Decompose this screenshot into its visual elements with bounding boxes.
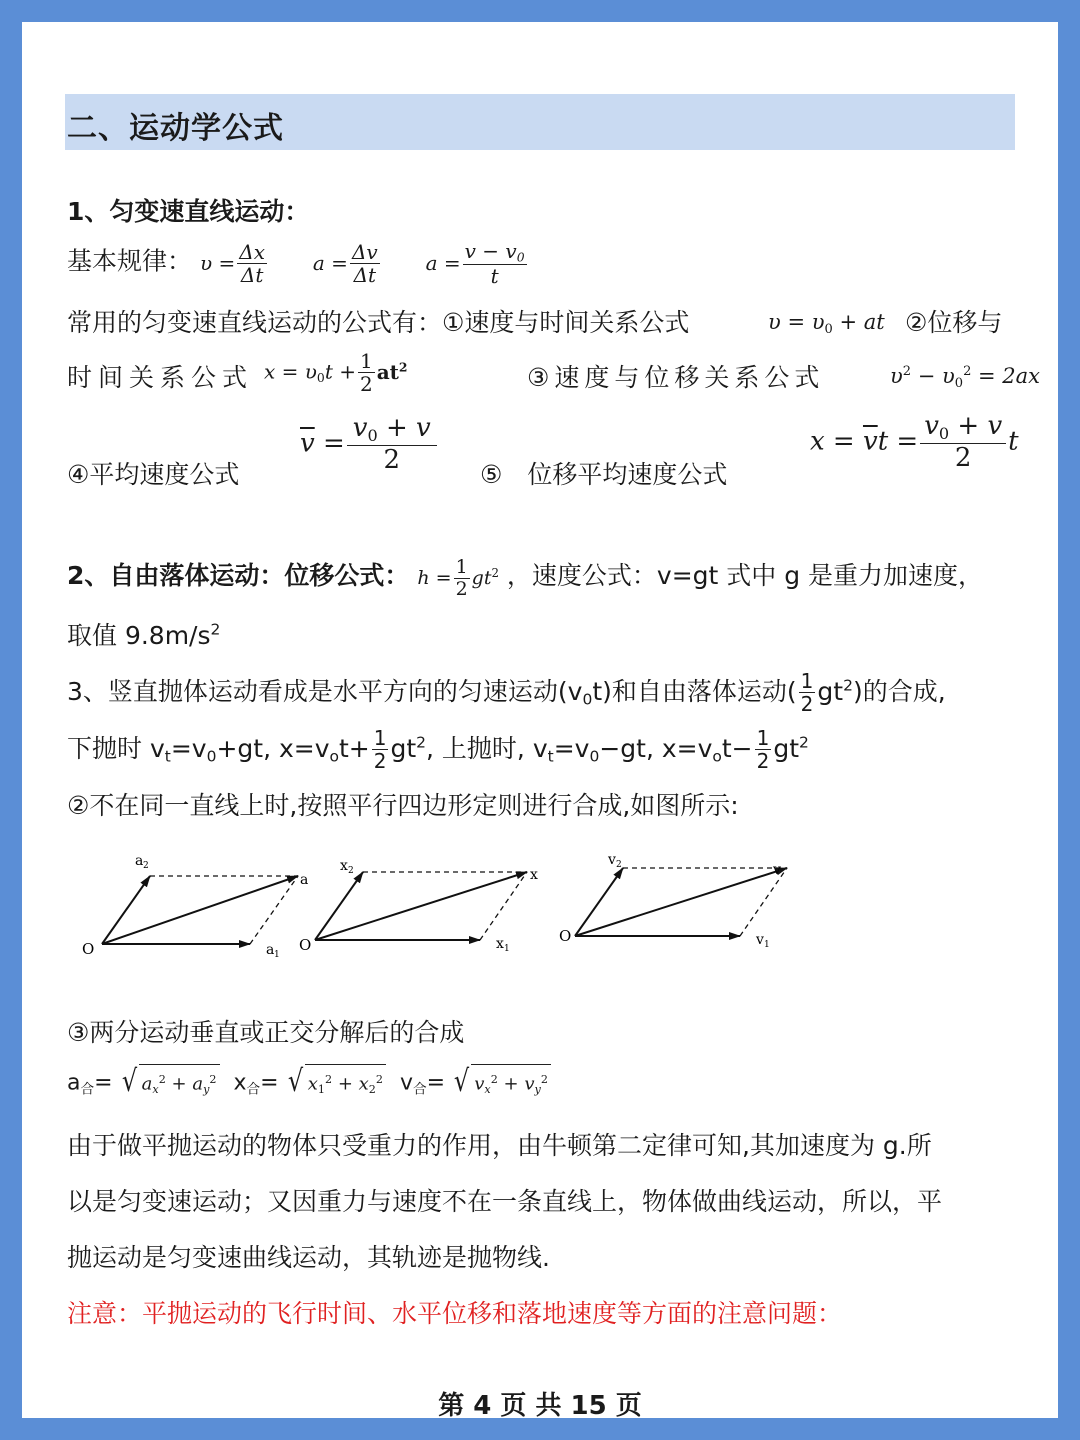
explain-line-1: 由于做平抛运动的物体只受重力的作用，由牛顿第二定律可知,其加速度为 g.所 bbox=[67, 1131, 932, 1160]
s3-line2-f: , 上抛时, v bbox=[426, 734, 548, 763]
svg-text:2: 2 bbox=[348, 866, 354, 876]
d2-comp2: x bbox=[340, 858, 348, 874]
formula-a-def2: a = $\frac{v - v_0}{t}$ bbox=[425, 239, 525, 289]
d1-origin: O bbox=[82, 940, 95, 958]
sqrt-v: √ $v_x^2 + v_y^2$ bbox=[452, 1064, 551, 1103]
s1-heading: 1、匀变速直线运动： bbox=[67, 197, 310, 226]
s1-basic-row bbox=[67, 240, 529, 288]
s3-line2-a: 下抛时 v bbox=[67, 734, 165, 763]
d1-comp2: a bbox=[135, 853, 144, 869]
note-line: 注意：平抛运动的飞行时间、水平位移和落地速度等方面的注意问题： bbox=[67, 1299, 843, 1328]
d3-comp1: v bbox=[756, 932, 764, 948]
x-combined-label: x bbox=[233, 1070, 247, 1096]
s3-line2-b: =v bbox=[170, 734, 207, 763]
s3-line2-h: −gt, x=v bbox=[599, 734, 713, 763]
diagram-acceleration bbox=[82, 853, 308, 960]
svg-text:1: 1 bbox=[274, 950, 280, 960]
avg-speed-label: ④平均速度公式 bbox=[67, 460, 240, 489]
common-prefix: 常用的匀变速直线运动的公式有：①速度与时间关系公式 bbox=[67, 308, 690, 337]
a-combined-label: a bbox=[67, 1070, 81, 1096]
d2-result: x bbox=[530, 867, 538, 883]
pos-time-tail: ②位移与 bbox=[905, 308, 1003, 337]
d3-result: v bbox=[773, 862, 781, 878]
formula-x-t: $x = \upsilon_0t$ + $\frac{1}{2}$ $at^2$ bbox=[264, 349, 408, 396]
diagram-displacement bbox=[299, 858, 538, 954]
vel-pos-label: ③速度与位移关系公式 bbox=[527, 363, 825, 392]
d2-origin: O bbox=[299, 936, 312, 954]
s2-value-row bbox=[67, 616, 220, 652]
s2-row bbox=[67, 556, 983, 601]
pos-time-label: 时间关系公式 bbox=[67, 363, 254, 392]
g-value: 取值 9.8m/s bbox=[67, 621, 211, 650]
s3-line2-j: gt bbox=[773, 734, 800, 763]
svg-text:1: 1 bbox=[764, 940, 770, 950]
s3-line2-d: t+ bbox=[339, 734, 370, 763]
frac-half: $\frac{1}{2}$ bbox=[800, 669, 814, 716]
svg-text:1: 1 bbox=[504, 944, 510, 954]
s3-line1: 3、竖直抛体运动看成是水平方向的匀速运动$(v_0t)$和自由落体运动( $\frac{1}{2}$ $gt^2$)的合成, bbox=[67, 669, 946, 716]
unit-exponent: 2 bbox=[210, 620, 221, 639]
page-footer: 第 4 页 共 15 页 bbox=[438, 1391, 642, 1421]
s3-para2: ②不在同一直线上时,按照平行四边形定则进行合成,如图所示: bbox=[67, 791, 739, 820]
explain-line-3: 抛运动是匀变速曲线运动，其轨迹是抛物线. bbox=[67, 1243, 550, 1272]
formula-x-avg: $x = \overline{v}t$ = $\frac{v_0 + v}{2}$ t bbox=[810, 411, 1019, 473]
sqrt-x: √ $x_1^2 + x_2^2$ bbox=[286, 1064, 386, 1103]
formula-a-def: a = $\frac{\Delta v}{\Delta t}$ bbox=[312, 240, 378, 288]
combined-formulas: $a_合=$ √ $a_x^2 + a_y^2$ $x_合=$ √ $x_1^2 + x_2^2$ $v_合=$ √ $v_x^2 + v_y^2$ bbox=[67, 1064, 551, 1103]
d2-comp1: x bbox=[496, 936, 504, 952]
explain-line-2: 以是匀变速运动；又因重力与速度不在一条直线上，物体做曲线运动，所以，平 bbox=[67, 1187, 943, 1216]
sub-0: 0 bbox=[582, 690, 593, 709]
s3-line1-a: 3、竖直抛体运动看成是水平方向的匀速运动(v bbox=[67, 677, 583, 706]
d3-comp2: v bbox=[608, 852, 616, 868]
d3-origin: O bbox=[559, 927, 572, 945]
s3-line2-g: =v bbox=[553, 734, 590, 763]
parallelogram-diagrams bbox=[70, 840, 790, 970]
svg-text:2: 2 bbox=[143, 861, 149, 871]
s2-speed-label: ，速度公式：v=gt 式中 g 是重力加速度， bbox=[506, 561, 984, 590]
formula-h: h = $\frac{1}{2}$ $gt^2$ bbox=[417, 556, 499, 601]
formula-v-def: υ = $\frac{\Delta x}{\Delta t}$ bbox=[199, 240, 265, 288]
s3-line1-c: )的合成, bbox=[852, 677, 946, 706]
s3-line2-c: +gt, x=v bbox=[216, 734, 330, 763]
s1-common-row bbox=[67, 303, 689, 339]
s3-para3: ③两分运动垂直或正交分解后的合成 bbox=[67, 1018, 465, 1047]
s3-line2-e: gt bbox=[390, 734, 417, 763]
s2-heading: 2、自由落体运动：位移公式： bbox=[67, 561, 410, 590]
formula-v2-x: $\upsilon^2 - \upsilon_0^2 = 2ax$ bbox=[890, 364, 1041, 391]
s3-line2-i: t− bbox=[721, 734, 753, 763]
svg-text:2: 2 bbox=[616, 860, 622, 870]
formula-v-t: $\upsilon = \upsilon_0$ + at bbox=[768, 310, 885, 337]
diagram-velocity bbox=[559, 852, 787, 950]
disp-avg-label: ⑤ 位移平均速度公式 bbox=[480, 460, 728, 489]
d1-result: a bbox=[300, 872, 309, 888]
sqrt-a: √ $a_x^2 + a_y^2$ bbox=[120, 1064, 220, 1103]
basic-label: 基本规律： bbox=[67, 246, 193, 276]
v-combined-label: v bbox=[400, 1070, 414, 1096]
sup-2: 2 bbox=[843, 676, 853, 695]
section-title: 二、运动学公式 bbox=[67, 111, 284, 146]
formula-avg-v: $\overline{v}$ = $\frac{v_0 + v}{2}$ bbox=[300, 414, 439, 475]
s3-line2: 下抛时 $v_t=v_0+gt$, $x=v_ot+$ $\frac{1}{2}$ $gt^2$, 上抛时, $v_t=v_0-gt$, $x=v_ot-$ $\frac{1}{2}$ $gt^2$ bbox=[67, 726, 809, 773]
d1-comp1: a bbox=[266, 942, 275, 958]
s3-line1-b: t)和自由落体运动( bbox=[592, 677, 797, 706]
